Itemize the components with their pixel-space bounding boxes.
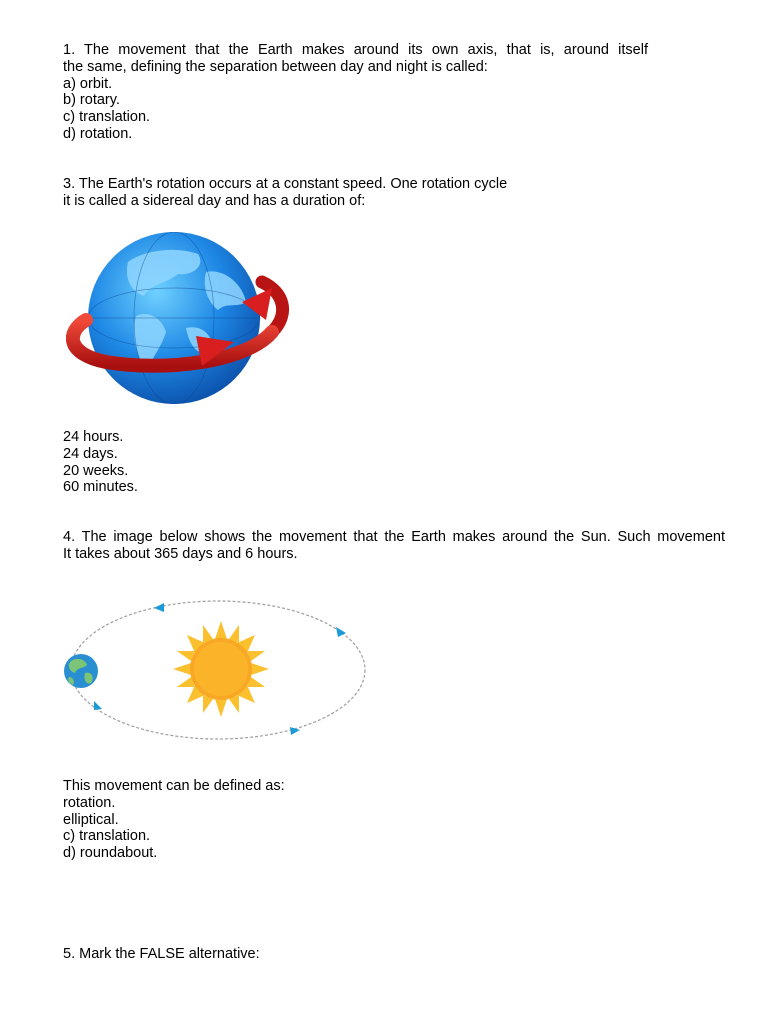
question-3-option-4: 60 minutes. [63, 479, 138, 496]
question-1-option-c: c) translation. [63, 109, 151, 126]
question-1-option-d: d) rotation. [63, 125, 133, 142]
question-4-option-2: elliptical. [63, 811, 119, 828]
sun-icon [173, 621, 269, 717]
question-4-option-4: d) roundabout. [63, 845, 158, 862]
question-1-text-line1: 1. The movement that the Earth makes around its own axis, that is, around itself [63, 42, 648, 58]
question-1-option-a: a) orbit. [63, 75, 113, 92]
rotating-earth-illustration [66, 232, 292, 404]
question-3-options [63, 429, 138, 496]
earth-orbit-illustration [58, 593, 374, 747]
question-3 [63, 176, 663, 210]
question-5-text-line1: 5. Mark the FALSE alternative: [63, 946, 260, 962]
question-4-prompt: This movement can be defined as: [63, 778, 285, 794]
question-4-text-line2: It takes about 365 days and 6 hours. [63, 545, 298, 562]
question-5 [63, 946, 260, 963]
orbit-arrow-icon [336, 627, 346, 637]
question-4-text-line1: 4. The image below shows the movement that the Earth makes around the Sun. Such movement [63, 529, 725, 545]
orbit-arrow-icon [94, 701, 102, 710]
question-4 [63, 529, 725, 563]
question-3-option-3: 20 weeks. [63, 462, 129, 479]
orbit-arrow-icon [154, 603, 164, 612]
question-1-option-b: b) rotary. [63, 92, 120, 109]
question-3-option-1: 24 hours. [63, 429, 124, 445]
question-3-option-2: 24 days. [63, 445, 118, 462]
earth-icon [64, 654, 98, 688]
question-4-option-3: c) translation. [63, 828, 151, 845]
question-4-option-1: rotation. [63, 794, 116, 811]
question-3-text-line2: it is called a sidereal day and has a duration of: [63, 192, 366, 209]
question-1 [63, 42, 648, 143]
question-1-text-line2: the same, defining the separation between day and night is called: [63, 58, 488, 75]
question-3-text-line1: 3. The Earth's rotation occurs at a constant speed. One rotation cycle [63, 176, 508, 192]
question-4-options [63, 778, 285, 862]
